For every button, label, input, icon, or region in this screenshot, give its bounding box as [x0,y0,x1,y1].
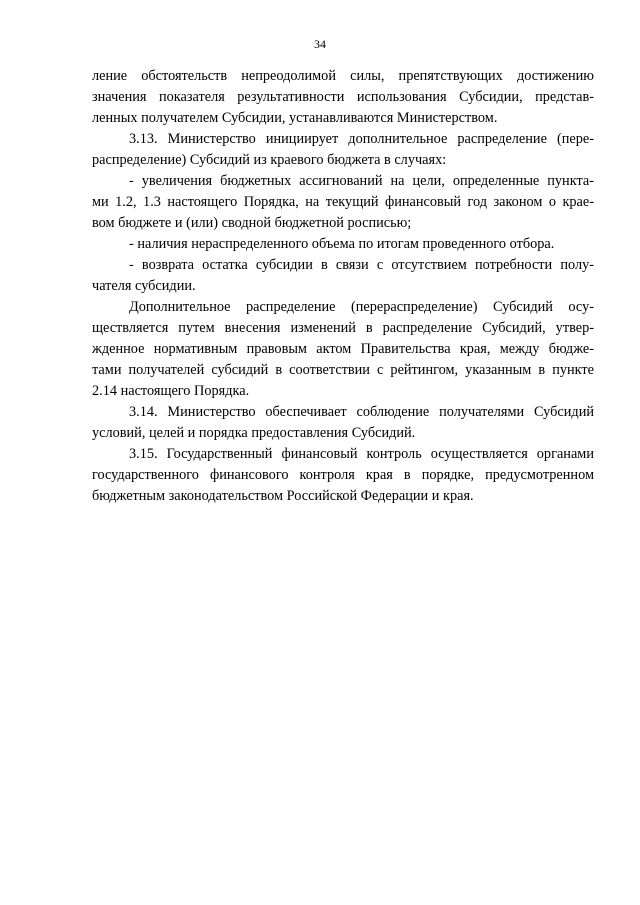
text-line: значения показателя результативности использования Субсидии, представ- [92,89,594,105]
text-line: вом бюджете и (или) сводной бюджетной росписью; [92,215,412,231]
text-line: распределение) Субсидий из краевого бюджета в случаях: [92,152,447,168]
text-line: - наличия нераспределенного объема по итогам проведенного отбора. [129,236,555,252]
text-line: ми 1.2, 1.3 настоящего Порядка, на текущий финансовый год законом о крае- [92,194,594,210]
text-line: ленных получателем Субсидии, устанавливаются Министерством. [92,110,498,126]
text-line: 3.14. Министерство обеспечивает соблюдение получателями Субсидий [129,404,594,420]
text-line: ление обстоятельств непреодолимой силы, препятствующих достижению [92,68,594,84]
text-line: ществляется путем внесения изменений в распределение Субсидий, утвер- [92,320,594,336]
page-number: 34 [314,37,326,51]
text-line: условий, целей и порядка предоставления Субсидий. [92,425,416,441]
text-line: чателя субсидии. [92,278,196,294]
text-line: 3.15. Государственный финансовый контроль осуществляется органами [129,446,594,462]
text-line: тами получателей субсидий в соответствии с рейтингом, указанным в пункте [92,362,594,378]
text-line: государственного финансового контроля края в порядке, предусмотренном [92,467,594,483]
document-body [92,66,594,507]
text-line: 3.13. Министерство инициирует дополнительное распределение (пере- [129,131,594,147]
text-line: жденное нормативным правовым актом Правительства края, между бюдже- [92,341,594,357]
text-line: - увеличения бюджетных ассигнований на цели, определенные пункта- [129,173,594,189]
text-line: - возврата остатка субсидии в связи с отсутствием потребности полу- [129,257,594,273]
text-line: Дополнительное распределение (перераспределение) Субсидий осу- [129,299,594,315]
text-line: бюджетным законодательством Российской Федерации и края. [92,488,474,504]
text-line: 2.14 настоящего Порядка. [92,383,250,399]
